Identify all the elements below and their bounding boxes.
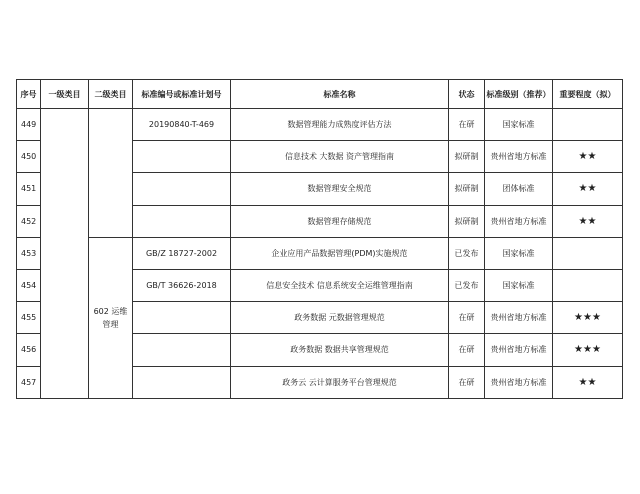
cell-level: 贵州省地方标准 [485, 302, 553, 334]
cell-seq: 456 [17, 334, 41, 366]
cell-name: 政务云 云计算服务平台管理规范 [231, 366, 449, 398]
header-name: 标准名称 [231, 80, 449, 109]
cell-code: GB/T 36626-2018 [133, 269, 231, 301]
cell-stars [553, 237, 623, 269]
cell-code [133, 334, 231, 366]
cell-status: 已发布 [449, 269, 485, 301]
cell-name: 数据管理安全规范 [231, 173, 449, 205]
cell-seq: 452 [17, 205, 41, 237]
header-cat2: 二级类目 [89, 80, 133, 109]
cell-level: 国家标准 [485, 109, 553, 141]
cell-code: 20190840-T-469 [133, 109, 231, 141]
cell-seq: 450 [17, 141, 41, 173]
cell-level: 贵州省地方标准 [485, 205, 553, 237]
cell-status: 已发布 [449, 237, 485, 269]
cat2-label: 602 运维管理 [93, 306, 128, 329]
cell-seq: 451 [17, 173, 41, 205]
cell-status: 在研 [449, 334, 485, 366]
cell-level: 贵州省地方标准 [485, 334, 553, 366]
cell-name: 政务数据 数据共享管理规范 [231, 334, 449, 366]
cell-status: 在研 [449, 302, 485, 334]
cell-code [133, 141, 231, 173]
cell-status: 拟研制 [449, 173, 485, 205]
header-level: 标准级别（推荐） [485, 80, 553, 109]
cell-code: GB/Z 18727-2002 [133, 237, 231, 269]
header-status: 状态 [449, 80, 485, 109]
cell-seq: 454 [17, 269, 41, 301]
cell-status: 拟研制 [449, 141, 485, 173]
cell-status: 拟研制 [449, 205, 485, 237]
cell-level: 贵州省地方标准 [485, 141, 553, 173]
cell-stars: ★★ [553, 366, 623, 398]
cell-code [133, 302, 231, 334]
cell-seq: 453 [17, 237, 41, 269]
cell-level: 贵州省地方标准 [485, 366, 553, 398]
cell-code [133, 205, 231, 237]
cell-stars [553, 269, 623, 301]
cell-status: 在研 [449, 109, 485, 141]
table-row [17, 109, 623, 141]
cell-name: 数据管理能力成熟度评估方法 [231, 109, 449, 141]
cell-status: 在研 [449, 366, 485, 398]
cell-code [133, 366, 231, 398]
standards-table [16, 79, 623, 399]
table-row [17, 237, 623, 269]
cell-stars: ★★★ [553, 302, 623, 334]
header-code: 标准编号或标准计划号 [133, 80, 231, 109]
cell-level: 国家标准 [485, 269, 553, 301]
cell-seq: 449 [17, 109, 41, 141]
cell-name: 信息技术 大数据 资产管理指南 [231, 141, 449, 173]
cell-cat2 [89, 237, 133, 398]
header-cat1: 一级类目 [41, 80, 89, 109]
header-seq: 序号 [17, 80, 41, 109]
cell-seq: 455 [17, 302, 41, 334]
cell-stars: ★★ [553, 141, 623, 173]
cell-stars [553, 109, 623, 141]
cell-seq: 457 [17, 366, 41, 398]
cell-cat2-empty [89, 109, 133, 238]
cell-name: 数据管理存储规范 [231, 205, 449, 237]
cell-level: 团体标准 [485, 173, 553, 205]
header-importance: 重要程度（拟） [553, 80, 623, 109]
cell-stars: ★★ [553, 173, 623, 205]
cell-cat1 [41, 109, 89, 399]
cell-code [133, 173, 231, 205]
cell-level: 国家标准 [485, 237, 553, 269]
cell-stars: ★★★ [553, 334, 623, 366]
cell-name: 信息安全技术 信息系统安全运维管理指南 [231, 269, 449, 301]
cell-name: 企业应用产品数据管理(PDM)实施规范 [231, 237, 449, 269]
cell-stars: ★★ [553, 205, 623, 237]
cell-name: 政务数据 元数据管理规范 [231, 302, 449, 334]
header-row [17, 80, 623, 109]
